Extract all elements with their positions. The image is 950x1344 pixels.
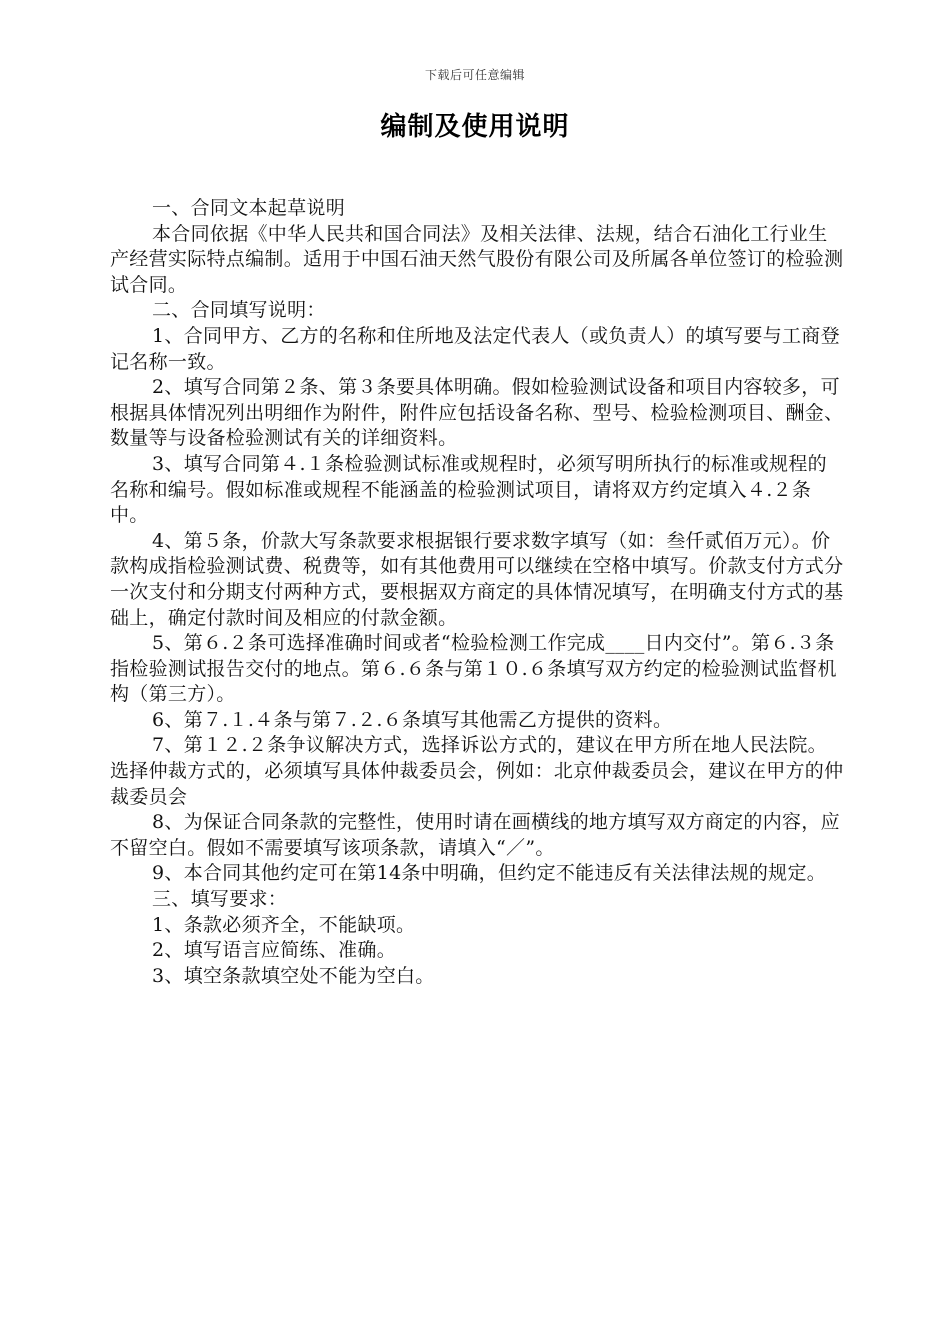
section-heading-filling: 二、合同填写说明： [152, 299, 326, 322]
requirement-item-3: 3、填空条款填空处不能为空白。 [152, 964, 435, 987]
document-body [110, 196, 845, 989]
section-heading-requirements: 三、填写要求： [152, 888, 288, 911]
filling-item-3: 3、填写合同第４.１条检验测试标准或规程时，必须写明所执行的标准或规程的名称和编号。假如标准或规程不能涵盖的检验测试项目，请将双方约定填入４.２条中。 [110, 452, 827, 527]
requirement-item-1: 1、条款必须齐全，不能缺项。 [152, 913, 416, 936]
filling-item-1: 1、合同甲方、乙方的名称和住所地及法定代表人（或负责人）的填写要与工商登记名称一致。 [110, 324, 840, 373]
filling-item-8: 8、为保证合同条款的完整性，使用时请在画横线的地方填写双方商定的内容，应不留空白。假如不需要填写该项条款，请填入“／”。 [110, 811, 840, 859]
filling-item-4: 4、第５条，价款大写条款要求根据银行要求数字填写（如：叁仟贰佰万元）。价款构成指检验测试费、税费等，如有其他费用可以继续在空格中填写。价款支付方式分一次支付和分期支付两种方式，要根据双方商定的具体情况填写，在明确支付方式的基础上，确定付款时间及相应的付款金额。 [110, 529, 844, 629]
section-heading-drafting: 一、合同文本起草说明 [152, 197, 346, 219]
filling-item-5: 5、第６.２条可选择准确时间或者“检验检测工作完成____日内交付”。第６.３条指检验测试报告交付的地点。第６.６条与第１０.６条填写双方约定的检验测试监督机构（第三方）。 [110, 632, 837, 706]
filling-item-7: 7、第１２.２条争议解决方式，选择诉讼方式的，建议在甲方所在地人民法院。选择仲裁方式的，必须填写具体仲裁委员会，例如：北京仲裁委员会，建议在甲方的仲裁委员会 [110, 734, 844, 808]
filling-item-2: 2、填写合同第２条、第３条要具体明确。假如检验测试设备和项目内容较多，可根据具体情况列出明细作为附件，附件应包括设备名称、型号、检验检测项目、酬金、数量等与设备检验测试有关的详细资料。 [110, 376, 844, 450]
requirement-item-2: 2、填写语言应简练、准确。 [152, 939, 396, 962]
header-note: 下载后可任意编辑 [424, 68, 525, 82]
document-title: 编制及使用说明 [380, 112, 570, 142]
filling-item-9: 9、本合同其他约定可在第14条中明确，但约定不能违反有关法律法规的规定。 [152, 862, 827, 885]
filling-item-6: 6、第７.１.４条与第７.２.６条填写其他需乙方提供的资料。 [152, 708, 673, 731]
paragraph-drafting-basis: 本合同依据《中华人民共和国合同法》及相关法律、法规，结合石油化工行业生产经营实际特点编制。适用于中国石油天然气股份有限公司及所属各单位签订的检验测试合同。 [110, 222, 844, 296]
